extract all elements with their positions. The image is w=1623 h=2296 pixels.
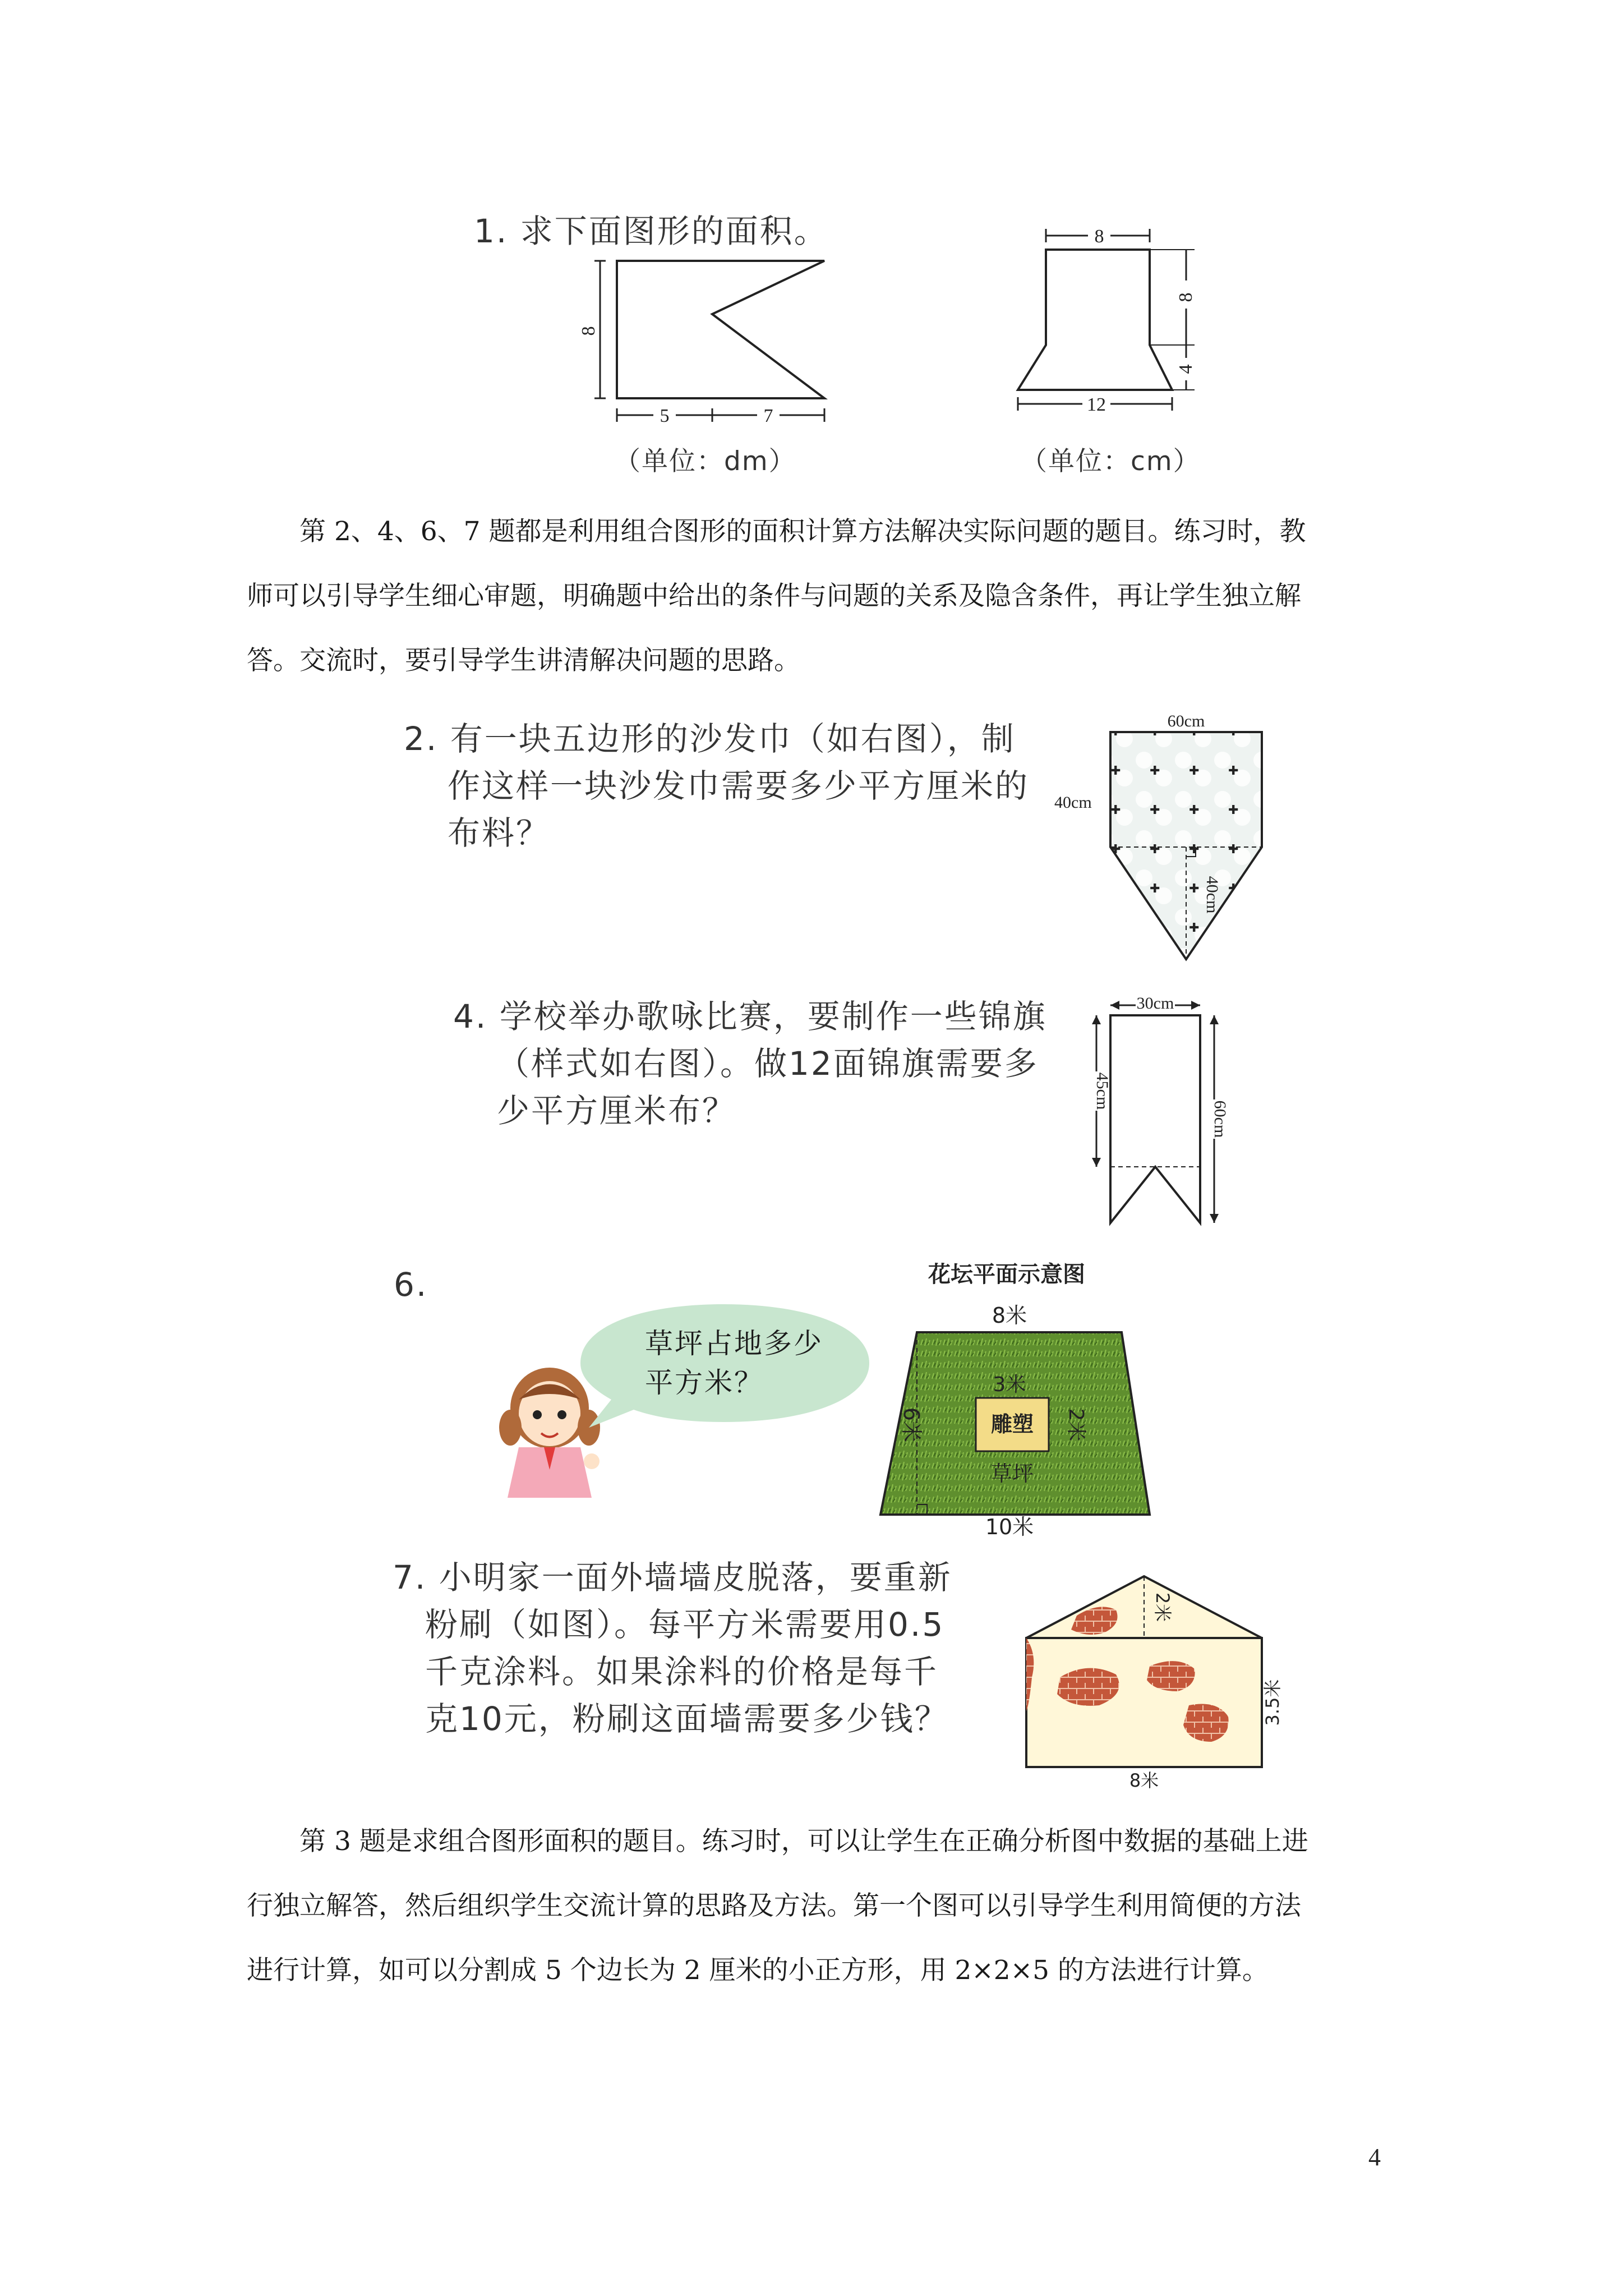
wall-rectangle xyxy=(1026,1638,1262,1767)
paragraph-1-line-3: 答。交流时，要引导学生讲清解决问题的思路。 xyxy=(247,645,800,676)
problem-4-pennant-figure xyxy=(1082,993,1234,1234)
problem-1-figure-a xyxy=(578,247,830,432)
problem-7-line-2: 粉刷（如图）。每平方米需要用0.5 xyxy=(425,1605,945,1644)
figure-b-bottom-label: 12 xyxy=(1087,394,1106,415)
paragraph-2-line-2: 行独立解答，然后组织学生交流计算的思路及方法。第一个图可以引导学生利用简便的方法 xyxy=(247,1890,1301,1921)
problem-7-text xyxy=(393,1554,952,1742)
figure-a-height-label: 8 xyxy=(578,326,599,336)
problem-1-text: 1. 求下面图形的面积。 xyxy=(474,212,828,250)
flowerbed-bottom-label: 10米 xyxy=(985,1515,1034,1539)
pennant-outer-label: 60cm xyxy=(1211,1100,1229,1138)
figure-b-right-upper-label: 8 xyxy=(1175,292,1196,302)
figure-a-bottom-right-label: 7 xyxy=(763,406,773,426)
problem-6-number: 6. xyxy=(394,1266,428,1304)
figure-b-right-lower-label: 4 xyxy=(1175,364,1196,374)
problem-6-flowerbed-figure xyxy=(875,1257,1166,1537)
flowerbed-inner-top-label: 3米 xyxy=(993,1373,1026,1396)
cloth-top-label: 60cm xyxy=(1167,712,1205,730)
problem-7-line-3: 千克涂料。如果涂料的价格是每千 xyxy=(425,1653,939,1691)
paragraph-1-line-1: 第 2、4、6、7 题都是利用组合图形的面积计算方法解决实际问题的题目。练习时，教 xyxy=(299,516,1306,547)
paragraph-2 xyxy=(247,1809,1385,2003)
page-number: 4 xyxy=(1368,2143,1381,2171)
paragraph-1 xyxy=(247,499,1385,693)
problem-1-figure-b xyxy=(1009,219,1251,426)
bubble-line-2: 平方米？ xyxy=(645,1366,764,1399)
problem-6-bubble-text xyxy=(645,1324,823,1402)
lawn-label: 草坪 xyxy=(990,1461,1034,1486)
pennant-inner-label: 45cm xyxy=(1093,1072,1112,1110)
problem-2-line-2: 作这样一块沙发巾需要多少平方厘米的 xyxy=(448,767,1030,805)
paragraph-1-line-2: 师可以引导学生细心审题，明确题中给出的条件与问题的关系及隐含条件，再让学生独立解 xyxy=(247,581,1301,611)
paragraph-2-line-3: 进行计算，如可以分割成 5 个边长为 2 厘米的小正方形，用 2×2×5 的方法进行计算。 xyxy=(247,1955,1269,1986)
figure-b-top-label: 8 xyxy=(1094,226,1104,247)
figure-b-shape xyxy=(1018,250,1172,390)
cloth-side-label: 40cm xyxy=(1054,793,1092,812)
problem-2-sofa-cloth-figure xyxy=(1054,710,1295,968)
figure-a-shape xyxy=(617,261,824,398)
problem-4-line-3: 少平方厘米布？ xyxy=(497,1092,737,1130)
cloth-height-label: 40cm xyxy=(1203,876,1221,914)
sculpture-label: 雕塑 xyxy=(990,1412,1034,1437)
wall-roof-height-label: 2米 xyxy=(1152,1592,1173,1622)
problem-4-line-1: 4. 学校举办歌咏比赛，要制作一些锦旗 xyxy=(453,997,1047,1036)
flowerbed-title: 花坛平面示意图 xyxy=(928,1262,1085,1287)
flowerbed-left-label: 6米 xyxy=(899,1407,924,1443)
wall-bottom-label: 8米 xyxy=(1129,1770,1159,1791)
paragraph-2-line-1: 第 3 题是求组合图形面积的题目。练习时，可以让学生在正确分析图中数据的基础上进 xyxy=(299,1826,1308,1857)
problem-4-line-2: （样式如右图）。做12面锦旗需要多 xyxy=(497,1045,1039,1083)
cloth-shape xyxy=(1110,732,1262,959)
pennant-top-label: 30cm xyxy=(1136,994,1174,1013)
problem-7-line-1: 7. 小明家一面外墙墙皮脱落，要重新 xyxy=(393,1558,952,1596)
wall-height-label: 3.5米 xyxy=(1262,1679,1283,1726)
problem-2-text xyxy=(404,715,1029,857)
flowerbed-top-label: 8米 xyxy=(992,1303,1027,1328)
problem-7-line-4: 克10元，粉刷这面墙需要多少钱？ xyxy=(425,1700,949,1738)
pennant-shape xyxy=(1110,1015,1200,1223)
problem-2-line-3: 布料？ xyxy=(448,814,551,852)
problem-1-unit-a: （单位：dm） xyxy=(614,446,796,477)
problem-2-line-1: 2. 有一块五边形的沙发巾（如右图），制 xyxy=(404,720,1016,758)
problem-7-wall-figure xyxy=(1009,1571,1312,1789)
figure-a-bottom-left-label: 5 xyxy=(660,406,670,426)
problem-4-text xyxy=(453,993,1047,1134)
flowerbed-right-label: 2米 xyxy=(1064,1408,1087,1442)
problem-1-unit-b: （单位：cm） xyxy=(1021,446,1201,477)
bubble-line-1: 草坪占地多少 xyxy=(645,1327,823,1360)
